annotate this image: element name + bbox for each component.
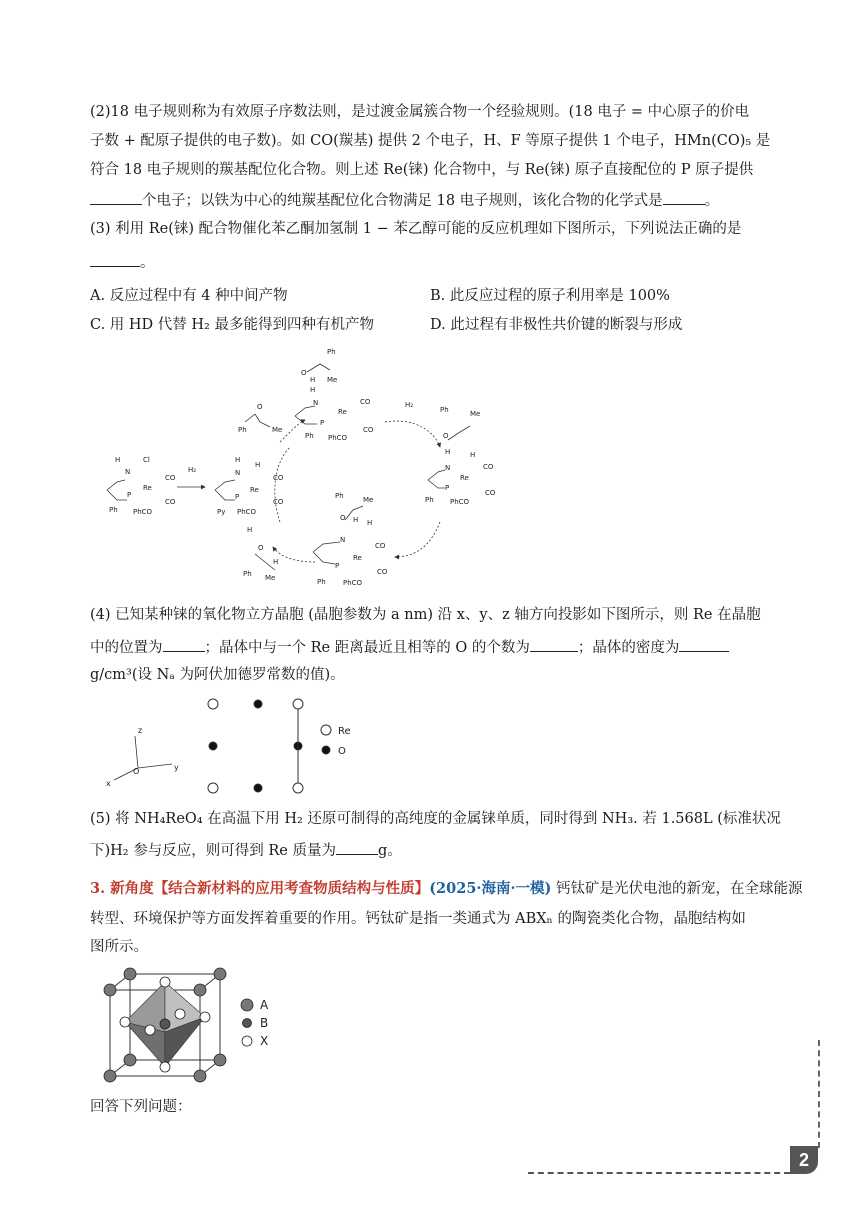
label-p: P (320, 419, 325, 427)
label-cl: Cl (143, 456, 150, 464)
label-o: O (301, 369, 307, 377)
label-ph: Ph (238, 426, 247, 434)
q2-line-3: 符合 18 电子规则的羰基配位化合物。则上述 Re(铼) 化合物中，与 Re(铼) 原子直接配位的 P 原子提供 (90, 162, 754, 178)
label-h2: H₂ (188, 466, 197, 474)
page-number: 2 (790, 1146, 818, 1174)
q5-line-2 (90, 840, 402, 860)
label-h: H (255, 461, 261, 469)
label-h: H (445, 448, 451, 456)
label-re: Re (250, 486, 259, 494)
axis-z-label: z (138, 726, 143, 735)
label-p: P (445, 484, 450, 492)
legend-o-label: O (338, 746, 346, 757)
label-n: N (340, 536, 346, 544)
label-h: H (470, 451, 476, 459)
perovskite-cell-figure (100, 962, 290, 1087)
label-py: Py (217, 508, 226, 516)
question-3-source: (2025·海南·一模) (429, 880, 552, 897)
label-co: CO (363, 426, 374, 434)
page-border-bottom (528, 1172, 790, 1174)
question-3-line-1 (90, 880, 802, 898)
label-re: Re (143, 484, 152, 492)
label-re: Re (338, 408, 347, 416)
label-ph: Ph (335, 492, 344, 500)
q2-line-4-text: 个电子；以铁为中心的纯羰基配位化合物满足 18 电子规则，该化合物的化学式是 (142, 193, 663, 209)
axis-origin-label: O (133, 767, 140, 776)
label-p: P (127, 491, 132, 499)
label-h: H (310, 386, 316, 394)
label-me: Me (327, 376, 338, 384)
question-3-text: 钙钛矿是光伏电池的新宠，在全球能源 (551, 881, 803, 897)
option-b: B. 此反应过程的原子利用率是 100% (430, 288, 670, 304)
label-me: Me (265, 574, 276, 582)
answer-blank[interactable] (90, 252, 140, 267)
label-h: H (273, 558, 279, 566)
label-phco: PhCO (328, 434, 348, 442)
option-d: D. 此过程有非极性共价键的断裂与形成 (430, 317, 683, 333)
mechanism-diagram (95, 342, 515, 597)
q3-line-1: (3) 利用 Re(铼) 配合物催化苯乙酮加氢制 1 − 苯乙醇可能的反应机理如下图所示，下列说法正确的是 (90, 221, 742, 237)
label-co: CO (165, 498, 176, 506)
label-co: CO (273, 474, 284, 482)
label-me: Me (363, 496, 374, 504)
label-n: N (125, 468, 131, 476)
question-3-line-3: 图所示。 (90, 939, 148, 955)
label-h: H (115, 456, 121, 464)
label-h: H (235, 456, 241, 464)
label-h: H (247, 526, 253, 534)
label-o: O (258, 544, 264, 552)
label-re: Re (460, 474, 469, 482)
label-phco: PhCO (450, 498, 470, 506)
answer-prompt: 回答下列问题： (90, 1099, 192, 1115)
answer-blank[interactable] (336, 840, 378, 855)
label-co: CO (483, 463, 494, 471)
answer-blank[interactable] (663, 190, 705, 205)
label-phco: PhCO (343, 579, 363, 587)
q4-line-2-c: ；晶体的密度为 (577, 640, 680, 656)
q4-line-1: (4) 已知某种铼的氧化物立方晶胞 (晶胞参数为 a nm) 沿 x、y、z 轴方向投影如下图所示，则 Re 在晶胞 (90, 607, 761, 623)
label-ph: Ph (327, 348, 336, 356)
answer-blank[interactable] (530, 637, 578, 652)
label-o: O (443, 432, 449, 440)
q4-line-2 (90, 637, 729, 657)
label-re: Re (353, 554, 362, 562)
axis-y-label: y (174, 763, 179, 772)
label-co: CO (360, 398, 371, 406)
label-co: CO (377, 568, 388, 576)
question-3-topic: 【结合新材料的应用考查物质结构与性质】 (153, 880, 430, 897)
label-co: CO (273, 498, 284, 506)
label-h: H (367, 519, 373, 527)
q4-line-2-a: 中的位置为 (90, 640, 163, 656)
label-h: H (310, 376, 316, 384)
label-ph: Ph (317, 578, 326, 586)
q3-line-2-end: 。 (140, 255, 155, 271)
q2-line-4-end: 。 (704, 193, 720, 209)
label-co: CO (375, 542, 386, 550)
label-o: O (340, 514, 346, 522)
label-n: N (445, 464, 451, 472)
option-c: C. 用 HD 代替 H₂ 最多能得到四种有机产物 (90, 317, 374, 333)
q2-line-2: 子数 + 配原子提供的电子数)。如 CO(羰基) 提供 2 个电子，H、F 等原子提供 1 个电子，HMn(CO)₅ 是 (90, 133, 771, 149)
page-border-right (818, 1040, 820, 1148)
label-ph: Ph (109, 506, 118, 514)
answer-blank[interactable] (163, 637, 205, 652)
label-ph: Ph (440, 406, 449, 414)
projection-figure (100, 692, 380, 804)
label-ph: Ph (425, 496, 434, 504)
label-me: Me (470, 410, 481, 418)
label-h2: H₂ (405, 401, 414, 409)
label-co: CO (485, 489, 496, 497)
label-n: N (235, 469, 241, 477)
q5-line-2-a: 下)H₂ 参与反应，则可得到 Re 质量为 (90, 843, 336, 859)
axis-x-label: x (106, 779, 111, 788)
q2-line-1: (2)18 电子规则称为有效原子序数法则，是过渡金属簇合物一个经验规则。(18 电子 = 中心原子的价电 (90, 104, 750, 120)
q4-line-2-b: ；晶体中与一个 Re 距离最近且相等的 O 的个数为 (204, 640, 530, 656)
q5-line-1: (5) 将 NH₄ReO₄ 在高温下用 H₂ 还原可制得的高纯度的金属铼单质，同时得到 NH₃. 若 1.568L (标准状况 (90, 811, 781, 827)
label-ph: Ph (305, 432, 314, 440)
question-3-tag: 3. 新角度 (90, 880, 154, 897)
legend-re-label: Re (338, 726, 351, 737)
q5-line-2-b: g。 (377, 843, 402, 859)
legend-a-label: A (260, 998, 269, 1012)
label-co: CO (165, 474, 176, 482)
label-p: P (235, 493, 240, 501)
question-3-line-2: 转型、环境保护等方面发挥着重要的作用。钙钛矿是指一类通式为 ABXₙ 的陶瓷类化合物，晶胞结构如 (90, 911, 746, 927)
label-p: P (335, 562, 340, 570)
q3-line-2 (90, 252, 155, 272)
label-ph: Ph (243, 570, 252, 578)
label-me: Me (272, 426, 283, 434)
answer-blank[interactable] (679, 637, 729, 652)
label-h: H (353, 516, 359, 524)
legend-b-label: B (260, 1016, 269, 1030)
label-n: N (313, 399, 319, 407)
q4-line-3: g/cm³(设 Nₐ 为阿伏加德罗常数的值)。 (90, 667, 345, 683)
label-phco: PhCO (237, 508, 257, 516)
label-phco: PhCO (133, 508, 153, 516)
label-o: O (257, 403, 263, 411)
q2-line-4 (90, 190, 719, 210)
answer-blank[interactable] (90, 190, 142, 205)
legend-x-label: X (260, 1034, 269, 1048)
option-a: A. 反应过程中有 4 种中间产物 (90, 288, 288, 304)
